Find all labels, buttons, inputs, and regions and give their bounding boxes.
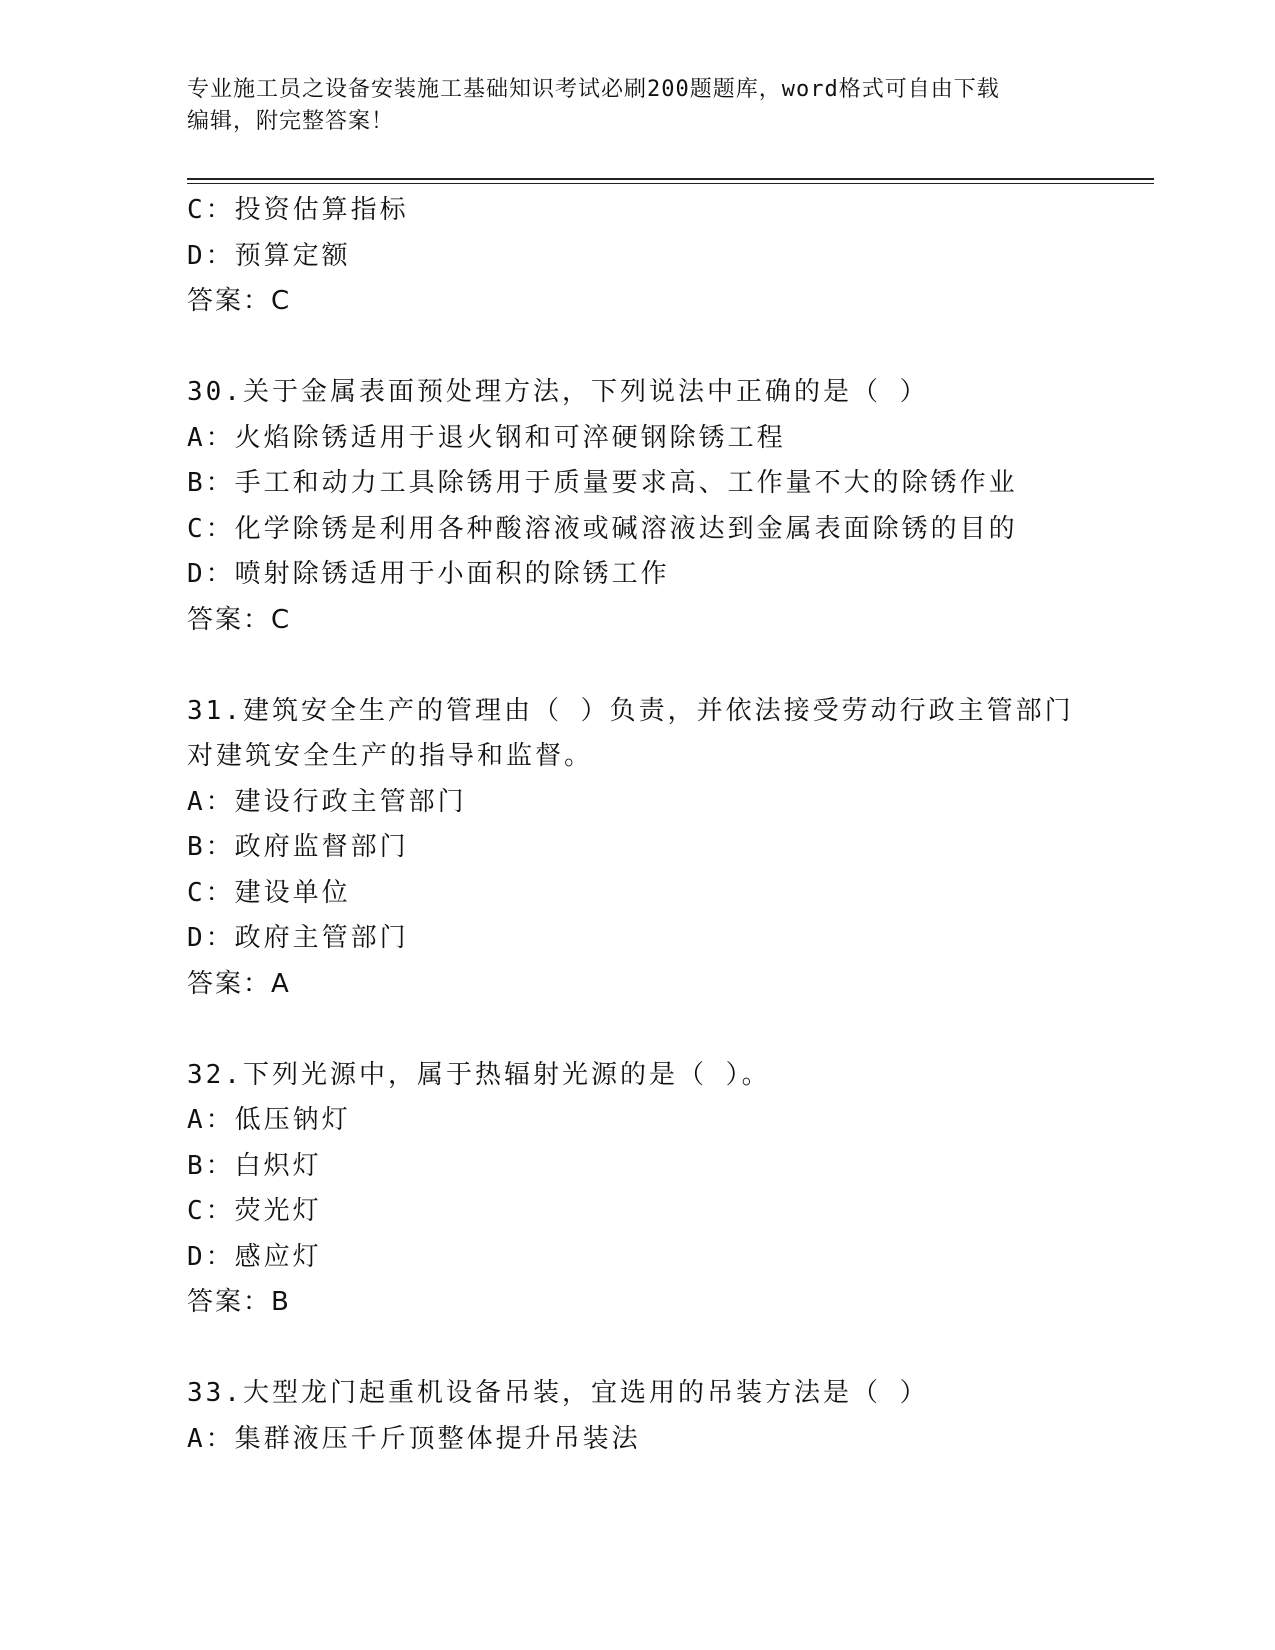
option-c: C：投资估算指标 [187, 195, 409, 225]
option-a: A：火焰除锈适用于退火钢和可淬硬钢除锈工程 [187, 422, 786, 453]
option-c: C：化学除锈是利用各种酸溶液或碱溶液达到金属表面除锈的目的 [187, 513, 1018, 544]
spacer [187, 325, 1127, 371]
header-title-line-2: 编辑，附完整答案！ [187, 109, 395, 134]
spacer [187, 1326, 1127, 1372]
answer-label: 答案：B [187, 1287, 291, 1317]
option-a: A：低压钠灯 [187, 1105, 351, 1135]
option-c: C：建设单位 [187, 877, 351, 908]
answer-label: 答案：A [187, 968, 291, 999]
question-stem: 30.关于金属表面预处理方法，下列说法中正确的是（ ） [187, 377, 929, 407]
question-stem-line-2: 对建筑安全生产的指导和监督。 [187, 741, 594, 771]
option-b: B：手工和动力工具除锈用于质量要求高、工作量不大的除锈作业 [187, 468, 1018, 498]
option-d: D：政府主管部门 [187, 923, 409, 953]
spacer [187, 643, 1127, 689]
option-c: C：荧光灯 [187, 1196, 322, 1226]
question-list [187, 188, 1127, 1462]
option-a: A：集群液压千斤顶整体提升吊装法 [187, 1423, 641, 1454]
option-b: B：政府监督部门 [187, 832, 409, 862]
option-d: D：感应灯 [187, 1241, 322, 1272]
header-divider-thin [187, 183, 1154, 184]
header-divider-thick [187, 178, 1154, 180]
option-d: D：喷射除锈适用于小面积的除锈工作 [187, 559, 670, 589]
question-stem: 32.下列光源中，属于热辐射光源的是（ ）。 [187, 1059, 771, 1090]
option-b: B：白炽灯 [187, 1150, 322, 1181]
option-d: D：预算定额 [187, 240, 351, 271]
spacer [187, 1007, 1127, 1053]
question-stem-line-1: 31.建筑安全生产的管理由（ ）负责，并依法接受劳动行政主管部门 [187, 695, 1074, 726]
header-title-line-1: 专业施工员之设备安装施工基础知识考试必刷200题题库，word格式可自由下载 [187, 77, 1000, 102]
question-stem: 33.大型龙门起重机设备吊装，宜选用的吊装方法是（ ） [187, 1378, 929, 1408]
answer-label: 答案：C [187, 604, 292, 635]
document-header [187, 74, 1087, 138]
answer-label: 答案：C [187, 286, 292, 316]
option-a: A：建设行政主管部门 [187, 786, 467, 817]
